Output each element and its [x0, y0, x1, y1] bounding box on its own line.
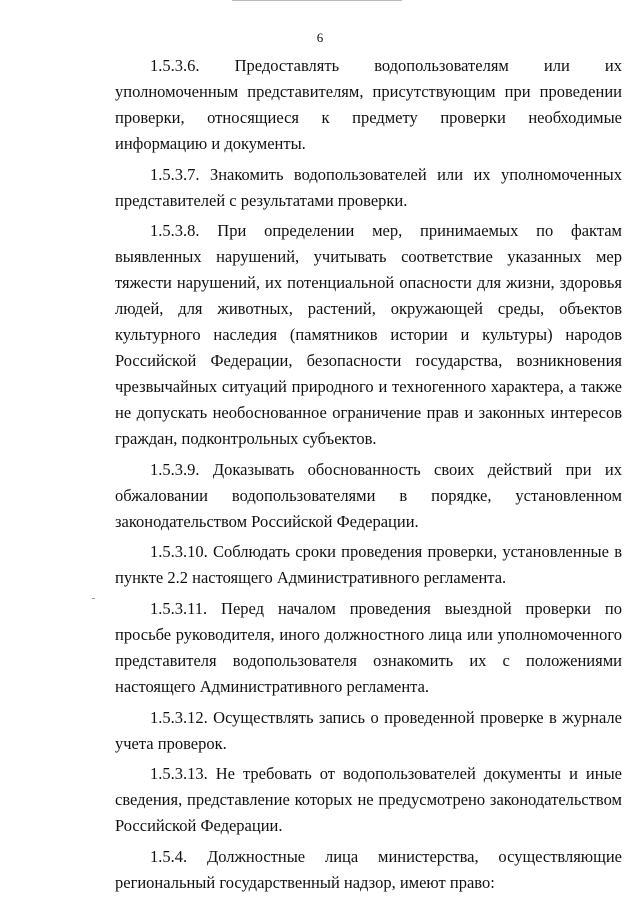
page-number: 6: [316, 30, 324, 45]
scan-edge-line: [232, 0, 402, 1]
paragraph-1-5-3-13: 1.5.3.13. Не требовать от водопользователей документы и иные сведения, представление которых не предусмотрено законодательством Российской Федерации.: [115, 764, 622, 836]
paragraph-1-5-3-9: 1.5.3.9. Доказывать обоснованность своих действий при их обжаловании водопользователями в порядке, установленном законодательством Российской Федерации.: [115, 459, 622, 531]
paragraph-1-5-4: 1.5.4. Должностные лица министерства, осуществляющие региональный государственный надзор, имеют право:: [115, 846, 622, 892]
paragraph-1-5-3-10: 1.5.3.10. Соблюдать сроки проведения проверки, установленные в пункте 2.2 настоящего Административного регламента.: [115, 542, 622, 588]
paragraph-1-5-3-8: 1.5.3.8. При определении мер, принимаемых по фактам выявленных нарушений, учитывать соответствие указанных мер тяжести нарушений, их потенциальной опасности для жизни, здоровья людей, для животных, растений, окружающей среды, объектов культурного наследия (памятников истории и культуры) народов Российской Федерации, безопасности государства, возникновения чрезвычайных ситуаций природного и техногенного характера, а также не допускать необоснованное ограничение прав и законных интересов граждан, подконтрольных субъектов.: [115, 221, 622, 449]
paragraph-1-5-3-12: 1.5.3.12. Осуществлять запись о проведенной проверке в журнале учета проверок.: [115, 707, 622, 753]
paragraph-1-5-3-7: 1.5.3.7. Знакомить водопользователей или их уполномоченных представителей с результатами проверки.: [115, 164, 622, 210]
paragraph-1-5-3-11: 1.5.3.11. Перед началом проведения выездной проверки по просьбе руководителя, иного должностного лица или уполномоченного представителя водопользователя ознакомить их с положениями настоящего Административного регламента.: [115, 598, 622, 696]
margin-mark: [92, 598, 95, 599]
document-body: [115, 53, 622, 900]
paragraph-1-5-3-6: 1.5.3.6. Предоставлять водопользователям или их уполномоченным представителям, присутствующим при проведении проверки, относящиеся к предмету проверки необходимые информацию и документы.: [115, 56, 622, 153]
